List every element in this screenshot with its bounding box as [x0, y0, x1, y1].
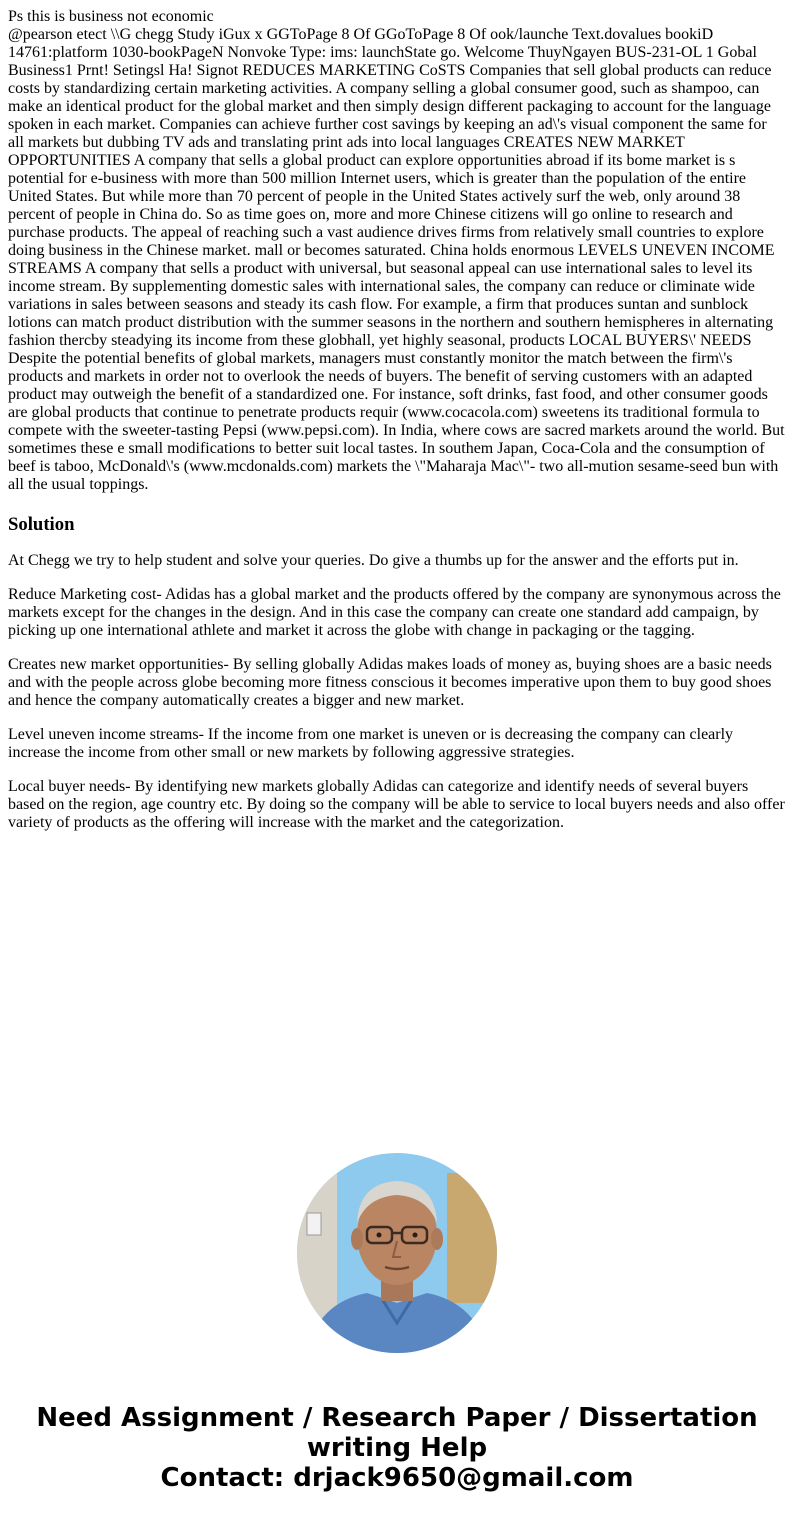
promo-banner	[0, 1403, 794, 1493]
avatar-right-ear	[431, 1228, 443, 1250]
question-title: Ps this is business not economic	[8, 8, 214, 25]
answer-paragraph-local-buyer-needs: Local buyer needs- By identifying new markets globally Adidas can categorize and identify needs of several buyers based on the region, age country etc. By doing so the company will be able to service to local buyers needs and also offer variety of products as the offering will increase with the market and the categorization.	[8, 778, 785, 831]
avatar-door	[447, 1173, 497, 1303]
tutor-avatar	[297, 1153, 497, 1353]
answer-paragraph-level-income-streams: Level uneven income streams- If the income from one market is uneven or is decreasing the company can clearly increase the income from other small or new markets by following aggressive strategies.	[8, 726, 734, 761]
avatar-right-eye	[413, 1233, 418, 1238]
answer-paragraph-reduce-marketing-cost: Reduce Marketing cost- Adidas has a global market and the products offered by the company are synonymous across the markets except for the changes in the design. And in this case the company can create one standard add campaign, by picking up one international athlete and market it across the globe with change in packaging or the tagging.	[8, 586, 781, 639]
avatar-switchboard	[307, 1213, 321, 1235]
tutor-photo-illustration	[297, 1153, 497, 1353]
avatar-left-ear	[351, 1228, 363, 1250]
page-content	[8, 8, 786, 848]
promo-headline: Need Assignment / Research Paper / Dissertation writing Help	[36, 1403, 758, 1463]
answer-paragraph-intro: At Chegg we try to help student and solve your queries. Do give a thumbs up for the answer and the efforts put in.	[8, 552, 739, 569]
answer-paragraph-new-market-opportunities: Creates new market opportunities- By selling globally Adidas makes loads of money as, buying shoes are a basic needs and with the people across globe becoming more fitness conscious it becomes imperative upon them to buy good shoes and hence the company automatically creates a bigger and new market.	[8, 656, 772, 709]
solution-heading: Solution	[8, 514, 75, 535]
avatar-left-eye	[377, 1233, 382, 1238]
question-body: @pearson etect \\G chegg Study iGux x GGToPage 8 Of GGoToPage 8 Of ook/launche Text.dovalues bookiD 14761:platform 1030-bookPageN Nonvoke Type: ims: launchState go. Welcome ThuyNgayen BUS-231-OL 1 Gobal Business1 Prnt! Setingsl Ha! Signot REDUCES MARKETING CoSTS Companies that sell global products can reduce costs by standardizing certain marketing activities. A company selling a global consumer good, such as shampoo, can make an identical product for the global market and then simply design different packaging to account for the language spoken in each market. Companies can achieve further cost savings by keeping an ad\'s visual component the same for all markets but dubbing TV ads and translating print ads into local languages CREATES NEW MARKET OPPORTUNITIES A company that sells a global product can explore opportunities abroad if its bome market is s potential for e-business with more than 500 million Internet users, which is greater than the population of the entire United States. But while more than 70 percent of people in the United States actively surf the web, only around 38 percent of people in China do. So as time goes on, more and more Chinese citizens will go online to research and purchase products. The appeal of reaching such a vast audience drives firms from relatively small countries to explore doing business in the Chinese market. mall or becomes saturated. China holds enormous LEVELS UNEVEN INCOME STREAMS A company that sells a product with universal, but seasonal appeal can use international sales to level its income stream. By supplementing domestic sales with international sales, the company can reduce or climinate wide variations in sales between seasons and steady its cash flow. For example, a firm that produces suntan and sunblock lotions can match product distribution with the summer seasons in the northern and southern hemispheres in alternating fashion thercby steadying its income from these globhall, yet highly seasonal, products LOCAL BUYERS\' NEEDS Despite the potential benefits of global markets, managers must constantly monitor the match between the firm\'s products and markets in order not to overlook the needs of buyers. The benefit of serving customers with an adapted product may outweigh the benefit of a standardized one. For instance, soft drinks, fast food, and other consumer goods are global products that continue to penetrate products requir (www.cocacola.com) sweetens its traditional formula to compete with the sweeter-tasting Pepsi (www.pepsi.com). In India, where cows are sacred markets around the world. But sometimes these e small modifications to better suit local tastes. In southem Japan, Coca-Cola and the consumption of beef is taboo, McDonald\'s (www.mcdonalds.com) markets the \"Maharaja Mac\"- two all-mution sesame-seed bun with all the usual toppings.	[8, 26, 785, 493]
promo-contact: Contact: drjack9650@gmail.com	[160, 1463, 634, 1493]
